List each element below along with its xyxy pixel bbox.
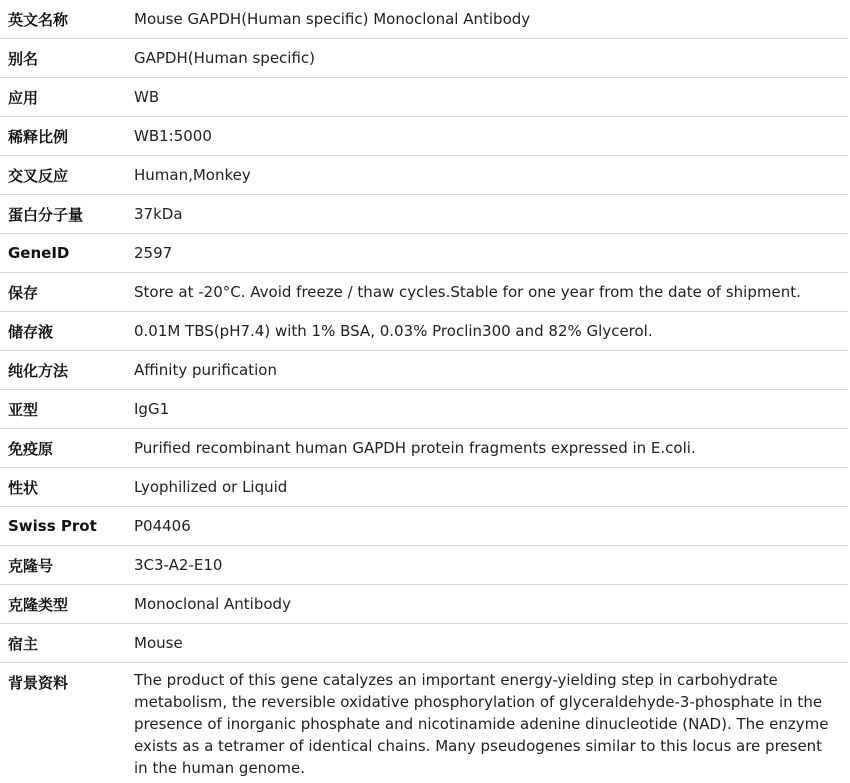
table-row [0, 195, 848, 234]
row-value: Store at -20°C. Avoid freeze / thaw cycles.Stable for one year from the date of shipment. [134, 273, 848, 312]
table-row [0, 156, 848, 195]
table-row [0, 663, 848, 783]
row-label: 克隆类型 [0, 585, 134, 624]
row-label: 亚型 [0, 390, 134, 429]
row-value: 37kDa [134, 195, 848, 234]
row-value: GAPDH(Human specific) [134, 39, 848, 78]
row-value: Purified recombinant human GAPDH protein fragments expressed in E.coli. [134, 429, 848, 468]
row-value: IgG1 [134, 390, 848, 429]
table-row [0, 312, 848, 351]
row-value: Monoclonal Antibody [134, 585, 848, 624]
row-value: WB [134, 78, 848, 117]
table-row [0, 273, 848, 312]
table-row [0, 468, 848, 507]
row-label: 性状 [0, 468, 134, 507]
table-row [0, 546, 848, 585]
row-value: P04406 [134, 507, 848, 546]
row-label: 蛋白分子量 [0, 195, 134, 234]
row-value: 3C3-A2-E10 [134, 546, 848, 585]
row-label: 保存 [0, 273, 134, 312]
table-row [0, 390, 848, 429]
table-row [0, 624, 848, 663]
row-label: 储存液 [0, 312, 134, 351]
row-value: 2597 [134, 234, 848, 273]
row-label: 英文名称 [0, 0, 134, 39]
table-row [0, 507, 848, 546]
row-label: 宿主 [0, 624, 134, 663]
row-value: Mouse GAPDH(Human specific) Monoclonal Antibody [134, 0, 848, 39]
table-row [0, 351, 848, 390]
row-label: 别名 [0, 39, 134, 78]
table-row [0, 234, 848, 273]
table-row [0, 429, 848, 468]
row-value: 0.01M TBS(pH7.4) with 1% BSA, 0.03% Proclin300 and 82% Glycerol. [134, 312, 848, 351]
row-value: WB1:5000 [134, 117, 848, 156]
row-value: Lyophilized or Liquid [134, 468, 848, 507]
row-label: 纯化方法 [0, 351, 134, 390]
row-label: 稀释比例 [0, 117, 134, 156]
table-row [0, 585, 848, 624]
row-label: 免疫原 [0, 429, 134, 468]
table-row [0, 39, 848, 78]
table-row [0, 78, 848, 117]
row-value: Affinity purification [134, 351, 848, 390]
row-label: GeneID [0, 234, 134, 273]
table-row [0, 117, 848, 156]
row-label: Swiss Prot [0, 507, 134, 546]
row-value: Mouse [134, 624, 848, 663]
row-value: Human,Monkey [134, 156, 848, 195]
row-label: 背景资料 [8, 674, 69, 692]
row-value: The product of this gene catalyzes an important energy-yielding step in carbohydrate metabolism, the reversible oxidative phosphorylation of glyceraldehyde-3-phosphate in the presence of inorganic phosphate and nicotinamide adenine dinucleotide (NAD). The enzyme exists as a tetramer of identical chains. Many pseudogenes similar to this locus are present in the human genome. [134, 671, 829, 777]
table-row [0, 0, 848, 39]
row-label: 应用 [0, 78, 134, 117]
row-label: 交叉反应 [0, 156, 134, 195]
row-label: 克隆号 [0, 546, 134, 585]
